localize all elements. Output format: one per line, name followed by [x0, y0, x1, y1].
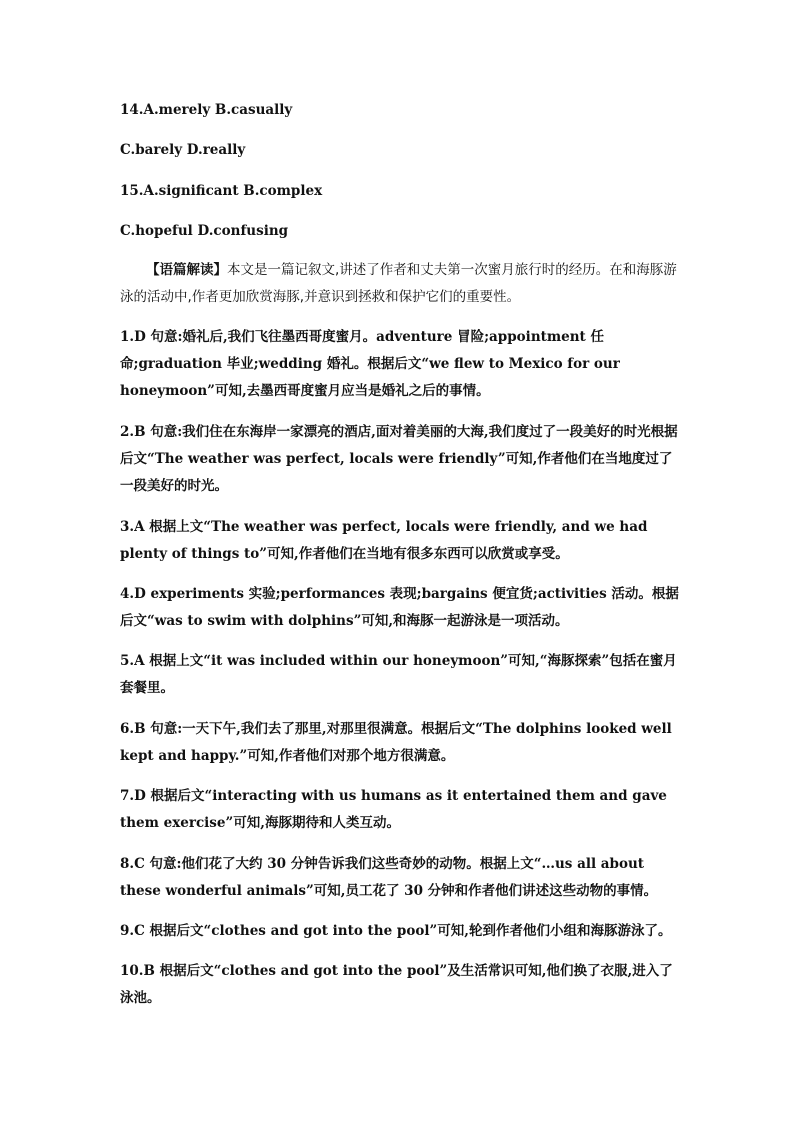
answer-8: 8.C 句意:他们花了大约 30 分钟告诉我们这些奇妙的动物。根据上文“…us all about these wonderful animals”可知,员工花了 30 分钟和作者他们讲述这些动物的事情。: [120, 856, 658, 899]
answer-10: 10.B 根据后文“clothes and got into the pool”及生活常识可知,他们换了衣服,进入了泳池。: [120, 963, 673, 1006]
option-line-15cd: C.hopeful D.confusing: [120, 223, 289, 239]
interpretation-label: 【语篇解读】: [146, 262, 227, 278]
answer-7: 7.D 根据后文“interacting with us humans as it entertained them and gave them exercise”可知,海豚期待和人类互动。: [120, 788, 667, 831]
passage-interpretation: [120, 257, 680, 311]
answer-3: 3.A 根据上文“The weather was perfect, locals were friendly, and we had plenty of things to”可知,作者他们在当地有很多东西可以欣赏或享受。: [120, 519, 648, 562]
option-line-15ab: 15.A.significant B.complex: [120, 183, 323, 199]
answer-4: 4.D experiments 实验;performances 表现;bargains 便宜货;activities 活动。根据后文“was to swim with dolphins”可知,和海豚一起游泳是一项活动。: [120, 586, 679, 629]
answer-6: 6.B 句意:一天下午,我们去了那里,对那里很满意。根据后文“The dolphins looked well kept and happy.”可知,作者他们对那个地方很满意。: [120, 721, 672, 764]
option-line-14cd: C.barely D.really: [120, 142, 246, 158]
answer-2: 2.B 句意:我们住在东海岸一家漂亮的酒店,面对着美丽的大海,我们度过了一段美好的时光根据后文“The weather was perfect, locals were friendly”可知,作者他们在当地度过了一段美好的时光。: [120, 424, 678, 494]
answer-1: 1.D 句意:婚礼后,我们飞往墨西哥度蜜月。adventure 冒险;appointment 任命;graduation 毕业;wedding 婚礼。根据后文“we flew to Mexico for our honeymoon”可知,去墨西哥度蜜月应当是婚礼之后的事情。: [120, 329, 620, 399]
option-line-14ab: 14.A.merely B.casually: [120, 102, 293, 118]
interpretation-text: 本文是一篇记叙文,讲述了作者和丈夫第一次蜜月旅行时的经历。在和海豚游泳的活动中,作者更加欣赏海豚,并意识到拯救和保护它们的重要性。: [120, 262, 677, 305]
answer-9: 9.C 根据后文“clothes and got into the pool”可知,轮到作者他们小组和海豚游泳了。: [120, 923, 672, 939]
answer-5: 5.A 根据上文“it was included within our honeymoon”可知,“海豚探索”包括在蜜月套餐里。: [120, 653, 677, 696]
